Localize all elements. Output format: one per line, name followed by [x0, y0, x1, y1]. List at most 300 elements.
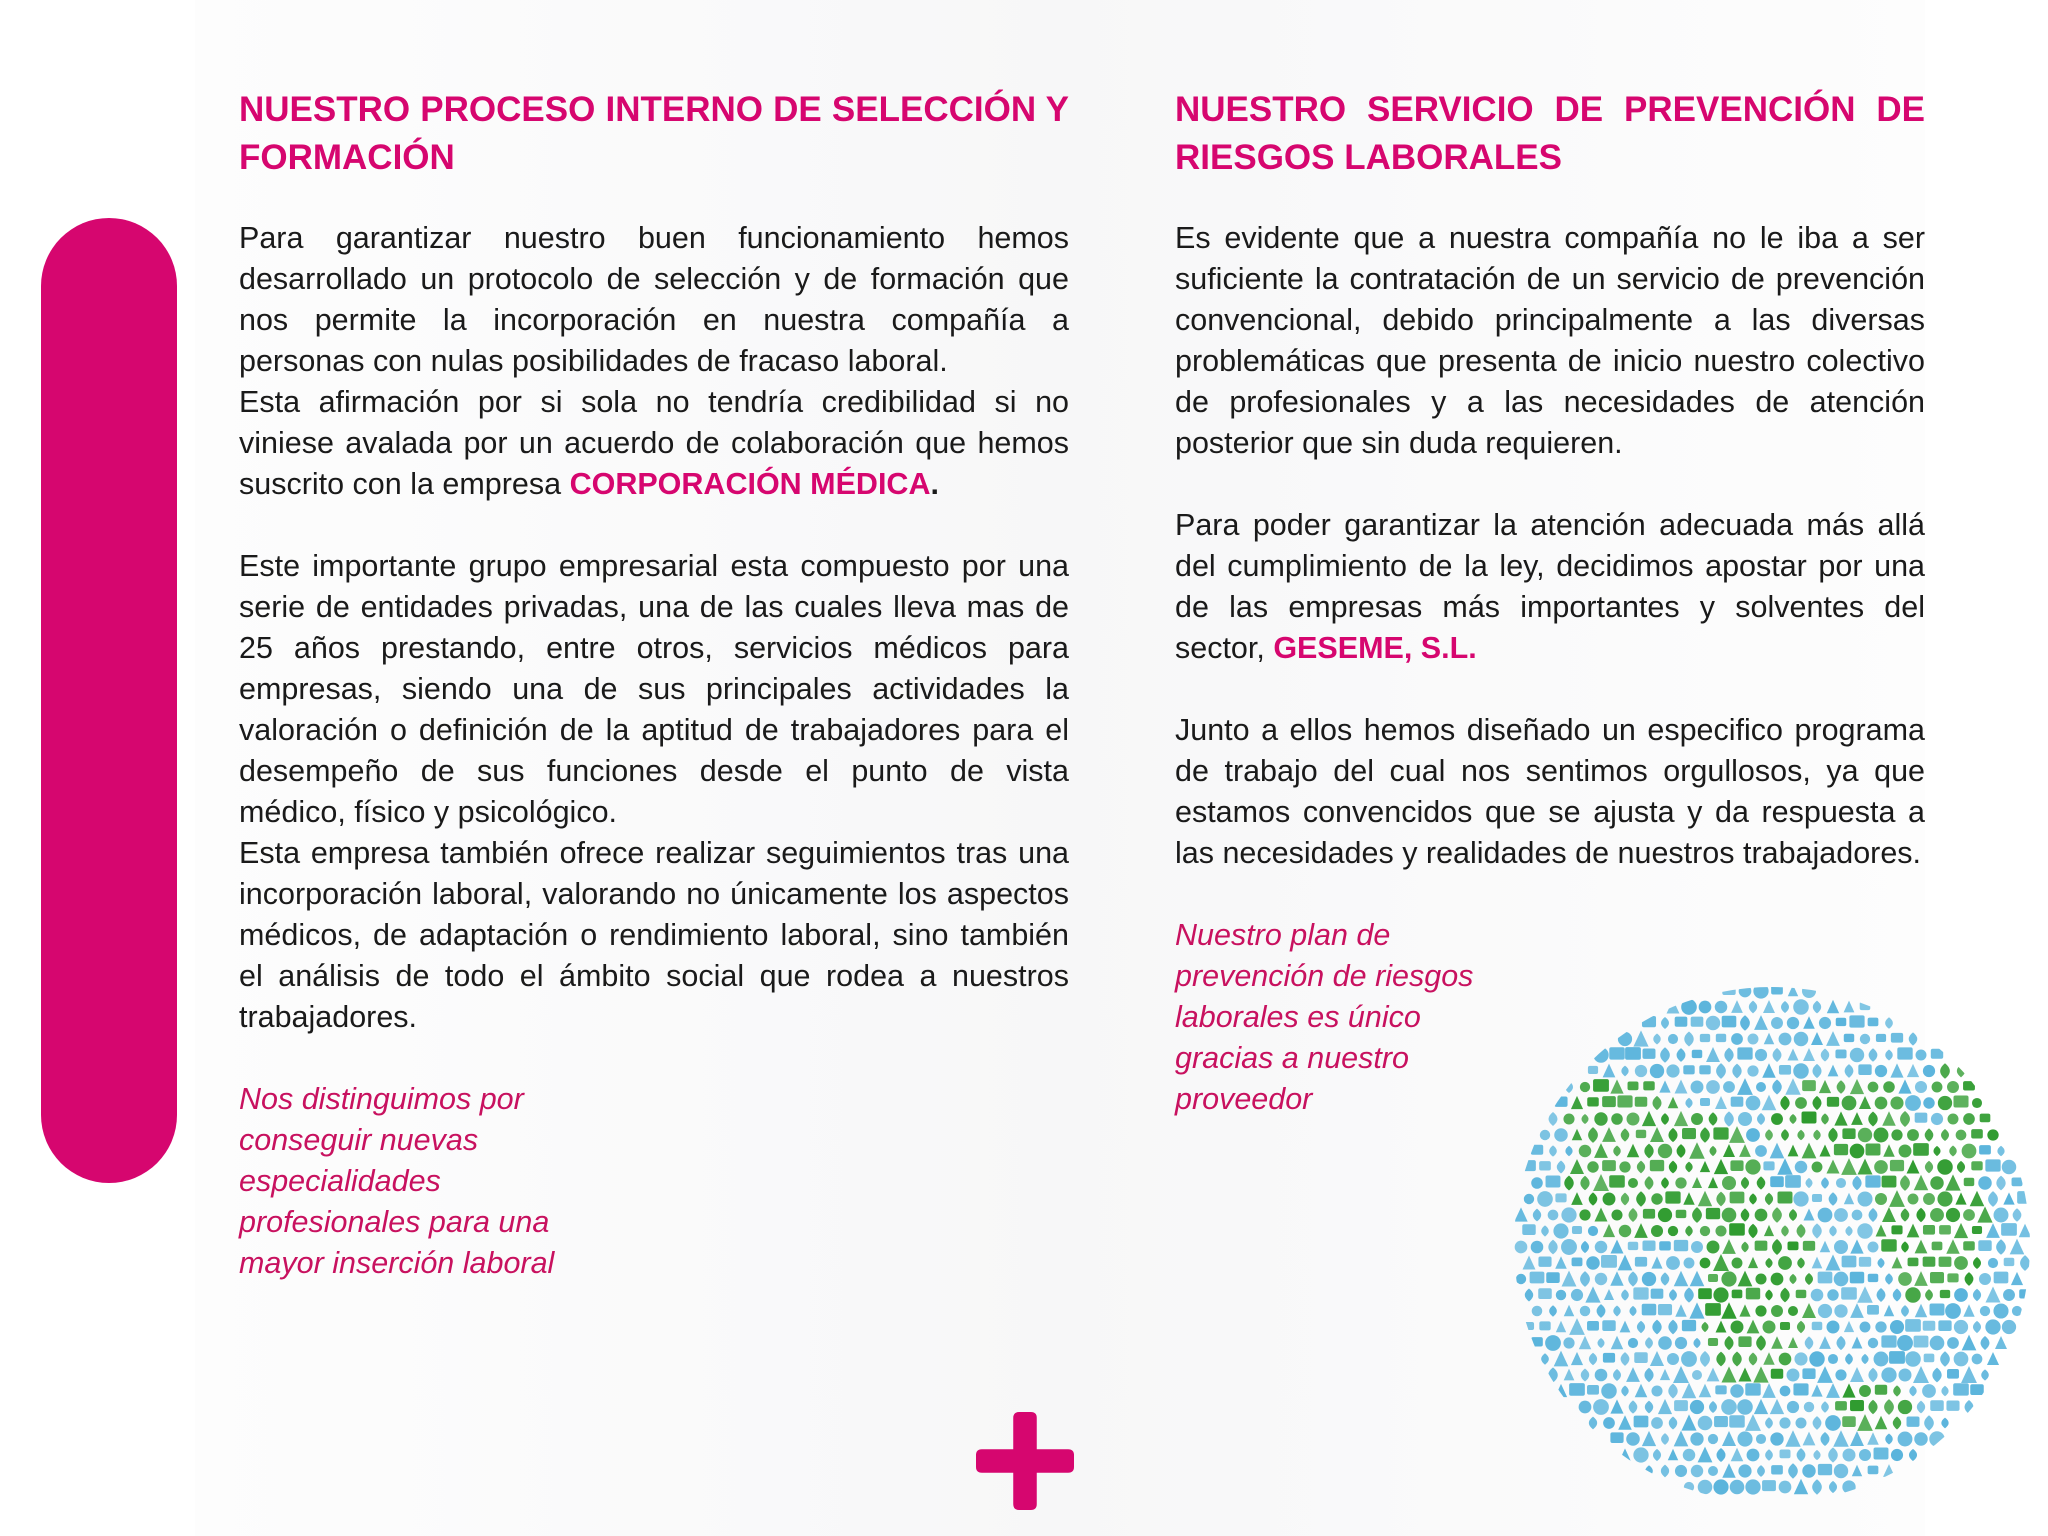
globe-glyph — [1595, 1369, 1608, 1382]
globe-glyph — [1756, 1335, 1766, 1350]
globe-glyph — [1579, 1209, 1590, 1220]
globe-glyph — [1675, 1304, 1686, 1316]
globe-glyph — [1755, 1145, 1767, 1157]
globe-glyph — [1779, 1065, 1791, 1075]
globe-glyph — [1979, 1273, 1991, 1285]
globe-glyph — [1724, 1336, 1733, 1350]
globe-glyph — [1685, 1162, 1692, 1173]
globe-glyph — [1893, 1385, 1901, 1396]
globe-glyph — [1971, 1161, 1982, 1170]
left-slogan: Nos distinguimos por conseguir nuevas especialidades profesionales para una mayor inserción laboral — [239, 1082, 555, 1280]
left-paragraph-2-text: Esta afirmación por si sola no tendría credibilidad si no viniese avalada por un acuerdo de colaboración que hemos suscrito con la empresa — [239, 385, 1069, 501]
globe-glyph — [1825, 1254, 1840, 1270]
globe-glyph — [1868, 1111, 1878, 1126]
globe-glyph — [1700, 1161, 1710, 1172]
globe-glyph — [2011, 1272, 2023, 1285]
globe-glyph — [1549, 1145, 1557, 1156]
globe-glyph — [1660, 1047, 1670, 1062]
globe-glyph — [1972, 1098, 1982, 1108]
globe-glyph — [1916, 1050, 1927, 1061]
globe-glyph — [1745, 1479, 1760, 1494]
globe-glyph — [1780, 1386, 1791, 1397]
globe-glyph — [1611, 1209, 1622, 1220]
globe-glyph — [1973, 1321, 1981, 1333]
globe-glyph — [1898, 1272, 1912, 1286]
globe-glyph — [1844, 1001, 1855, 1013]
globe-glyph — [1835, 1369, 1846, 1380]
globe-glyph — [1731, 1321, 1744, 1334]
globe-glyph — [1978, 1176, 1991, 1189]
globe-glyph — [1741, 1242, 1748, 1253]
globe-glyph — [1643, 1049, 1656, 1059]
globe-glyph — [1772, 1207, 1782, 1223]
globe-glyph — [1845, 1226, 1852, 1236]
globe-glyph — [1813, 1130, 1820, 1141]
globe-glyph — [1555, 1193, 1566, 1202]
globe-glyph — [1683, 1449, 1695, 1461]
globe-glyph — [1874, 1448, 1889, 1460]
globe-glyph — [1685, 1098, 1692, 1108]
globe-glyph — [1771, 1273, 1784, 1286]
globe-glyph — [1684, 1258, 1695, 1269]
globe-glyph — [1985, 1286, 2000, 1302]
globe-glyph — [1731, 1000, 1743, 1013]
globe-glyph — [1833, 1430, 1849, 1447]
globe-glyph — [1531, 1177, 1543, 1189]
globe-glyph — [1581, 1368, 1590, 1381]
globe-glyph — [1770, 1399, 1784, 1414]
globe-glyph — [1780, 1450, 1791, 1459]
globe-glyph — [1844, 1321, 1854, 1332]
globe-glyph — [1674, 1271, 1689, 1287]
globe-glyph — [1587, 1385, 1599, 1395]
globe-glyph — [1609, 1047, 1624, 1059]
globe-glyph — [1722, 1176, 1736, 1190]
globe-glyph — [1700, 1098, 1710, 1106]
globe-glyph — [1714, 1159, 1728, 1174]
globe-glyph — [1842, 1128, 1855, 1139]
globe-glyph — [1730, 1160, 1743, 1171]
globe-glyph — [1715, 1096, 1727, 1109]
globe-glyph — [1738, 1464, 1751, 1477]
globe-glyph — [1891, 1449, 1903, 1461]
globe-glyph — [1745, 1159, 1760, 1174]
globe-glyph — [1941, 1129, 1949, 1141]
globe-glyph — [1796, 1290, 1807, 1298]
globe-glyph — [1893, 1288, 1902, 1301]
globe-glyph — [1793, 999, 1809, 1015]
globe-glyph — [1635, 1065, 1647, 1077]
globe-glyph — [1659, 1080, 1670, 1092]
globe-glyph — [1841, 1158, 1857, 1175]
globe-glyph — [1627, 1144, 1639, 1157]
globe-glyph — [1625, 1047, 1641, 1060]
globe-glyph — [1634, 1416, 1649, 1428]
right-paragraph-2-text: Para poder garantizar la atención adecuada más allá del cumplimiento de la ley, decidimos apostar por una de las empresas más importantes y solventes del sector, — [1175, 508, 1925, 665]
globe-glyph — [1700, 1034, 1710, 1042]
globe-glyph — [1852, 1337, 1863, 1349]
globe-glyph — [1900, 1111, 1910, 1127]
globe-glyph — [1621, 1386, 1628, 1397]
globe-glyph — [1771, 1305, 1783, 1317]
globe-glyph — [1859, 1449, 1871, 1461]
globe-glyph — [1869, 1208, 1878, 1222]
left-paragraph-3: Este importante grupo empresarial esta compuesto por una serie de entidades privadas, una de las cuales lleva mas de 25 años prestando, entre otros, servicios médicos para empresas, siendo una de sus principales actividades la valoración o definición de la aptitud de trabajadores para el desempeño de sus funciones desde el punto de vista médico, físico y psicológico. — [239, 549, 1069, 829]
globe-glyph — [1915, 1081, 1927, 1093]
globe-glyph — [1714, 1416, 1728, 1427]
globe-glyph — [1580, 1082, 1590, 1092]
globe-glyph — [1681, 1351, 1697, 1367]
globe-glyph — [1985, 1319, 2000, 1334]
globe-glyph — [1866, 1144, 1881, 1156]
globe-glyph — [1994, 1208, 2009, 1223]
globe-glyph — [1954, 1223, 1968, 1238]
globe-glyph — [1930, 1400, 1944, 1411]
globe-glyph — [1828, 1065, 1839, 1077]
globe-glyph — [1565, 1146, 1572, 1156]
globe-glyph — [2004, 1258, 2015, 1266]
globe-glyph — [2002, 1160, 2017, 1175]
globe-glyph — [1723, 1144, 1735, 1157]
globe-glyph — [1637, 1321, 1645, 1333]
globe-glyph — [1867, 1432, 1879, 1445]
globe-glyph — [1642, 1431, 1656, 1446]
globe-glyph — [1789, 1114, 1796, 1124]
globe-glyph — [1545, 1335, 1561, 1351]
globe-glyph — [1763, 1161, 1774, 1170]
globe-glyph — [1637, 1161, 1645, 1174]
globe-glyph — [1947, 1081, 1959, 1093]
globe-glyph — [1858, 1064, 1871, 1075]
globe-glyph — [1865, 1175, 1880, 1187]
globe-glyph — [1770, 1176, 1784, 1187]
globe-glyph — [1940, 1351, 1950, 1367]
globe-glyph — [1945, 1174, 1960, 1190]
globe-glyph — [1789, 1274, 1796, 1284]
globe-glyph — [1603, 1193, 1616, 1206]
globe-glyph — [1765, 1193, 1773, 1205]
globe-glyph — [1681, 1414, 1696, 1430]
globe-glyph — [1715, 1001, 1728, 1014]
globe-glyph — [1676, 1210, 1687, 1218]
globe-glyph — [1613, 1145, 1621, 1156]
globe-glyph — [1675, 1337, 1687, 1349]
globe-glyph — [1737, 1078, 1753, 1095]
globe-glyph — [1914, 1175, 1928, 1190]
globe-glyph — [1915, 1240, 1928, 1254]
globe-glyph — [1603, 1417, 1615, 1429]
globe-glyph — [1851, 1112, 1863, 1125]
globe-glyph — [1763, 1000, 1775, 1013]
globe-glyph — [1651, 1193, 1662, 1204]
globe-glyph — [1721, 1366, 1736, 1382]
globe-glyph — [1613, 1369, 1621, 1381]
eco-globe-icon — [1512, 985, 2032, 1505]
globe-glyph — [1857, 1414, 1873, 1431]
globe-glyph — [2010, 1239, 2025, 1255]
globe-glyph — [1812, 1322, 1823, 1330]
globe-glyph — [1785, 1078, 1800, 1094]
globe-glyph — [2020, 1255, 2030, 1271]
globe-glyph — [1643, 1081, 1654, 1090]
globe-glyph — [1820, 1241, 1831, 1253]
globe-glyph — [1882, 1111, 1896, 1126]
globe-glyph — [1762, 1383, 1776, 1398]
globe-glyph — [1531, 1241, 1544, 1254]
globe-glyph — [1811, 1384, 1822, 1396]
globe-glyph — [1961, 1366, 1977, 1383]
globe-glyph — [1821, 1048, 1830, 1061]
globe-glyph — [1561, 1239, 1577, 1255]
globe-glyph — [1844, 1034, 1854, 1042]
globe-glyph — [1546, 1272, 1559, 1283]
globe-glyph — [1938, 1096, 1952, 1110]
globe-glyph — [1658, 1304, 1672, 1315]
globe-glyph — [1812, 1096, 1821, 1110]
globe-glyph — [1731, 1448, 1744, 1462]
globe-glyph — [1635, 1384, 1648, 1398]
globe-glyph — [1691, 1465, 1703, 1477]
globe-glyph — [1844, 1193, 1854, 1204]
globe-glyph — [1594, 1112, 1607, 1125]
globe-glyph — [1739, 985, 1752, 997]
globe-glyph — [1738, 1271, 1753, 1287]
globe-glyph — [1996, 1176, 2005, 1191]
left-paragraph-2 — [239, 382, 1069, 505]
globe-glyph — [1876, 1225, 1887, 1237]
globe-glyph — [1884, 1305, 1894, 1316]
globe-glyph — [1621, 1193, 1629, 1206]
globe-glyph — [1868, 1018, 1879, 1027]
globe-glyph — [1817, 1366, 1833, 1383]
globe-glyph — [1770, 1143, 1785, 1159]
globe-glyph — [1666, 1256, 1680, 1270]
globe-glyph — [2019, 1224, 2032, 1238]
globe-glyph — [1690, 1432, 1703, 1445]
globe-glyph — [1825, 1415, 1841, 1431]
globe-glyph — [1633, 1030, 1648, 1046]
globe-glyph — [1885, 1433, 1893, 1444]
globe-glyph — [1723, 1081, 1735, 1093]
globe-glyph — [1595, 1208, 1608, 1222]
globe-glyph — [1564, 1305, 1575, 1317]
globe-glyph — [1604, 1289, 1614, 1300]
globe-glyph — [1788, 1145, 1799, 1157]
globe-glyph — [1699, 1384, 1712, 1398]
globe-glyph — [1642, 1111, 1656, 1126]
globe-glyph — [1667, 1353, 1679, 1365]
globe-glyph — [1706, 1047, 1720, 1062]
globe-glyph — [1709, 1112, 1718, 1125]
globe-glyph — [1835, 1049, 1846, 1058]
globe-glyph — [1732, 1290, 1743, 1299]
globe-glyph — [1931, 1049, 1943, 1059]
globe-glyph — [1762, 1480, 1776, 1491]
globe-glyph — [1852, 1210, 1863, 1221]
globe-glyph — [1845, 1353, 1853, 1365]
globe-glyph — [1836, 1018, 1847, 1026]
globe-glyph — [1797, 1224, 1806, 1238]
globe-glyph — [1850, 1239, 1863, 1253]
globe-glyph — [1954, 1288, 1968, 1302]
globe-glyph — [1737, 1047, 1752, 1059]
globe-glyph — [1651, 1417, 1663, 1429]
globe-glyph — [1771, 1017, 1783, 1029]
globe-glyph — [1581, 1114, 1588, 1124]
globe-glyph — [1644, 1144, 1653, 1159]
globe-glyph — [1941, 1386, 1948, 1397]
globe-glyph — [1708, 1466, 1718, 1476]
globe-glyph — [1737, 1399, 1753, 1415]
globe-glyph — [1570, 1159, 1584, 1174]
globe-glyph — [1834, 1111, 1847, 1125]
globe-glyph — [1875, 1416, 1888, 1430]
globe-glyph — [1692, 1177, 1702, 1188]
globe-glyph — [1729, 1126, 1745, 1143]
globe-glyph — [1797, 1257, 1805, 1268]
globe-glyph — [1610, 1432, 1623, 1443]
globe-glyph — [1947, 1337, 1959, 1349]
globe-glyph — [1932, 1242, 1943, 1251]
globe-glyph — [1668, 1226, 1678, 1236]
globe-glyph — [1689, 1302, 1704, 1318]
globe-glyph — [1957, 1065, 1965, 1078]
plus-cross-icon — [976, 1412, 1074, 1510]
globe-glyph — [1842, 1416, 1856, 1427]
globe-glyph — [1668, 1097, 1679, 1109]
globe-glyph — [1877, 1258, 1884, 1268]
globe-glyph — [1755, 1241, 1768, 1251]
globe-glyph — [1955, 1192, 1966, 1204]
globe-glyph — [1793, 1191, 1808, 1206]
globe-glyph — [1523, 1256, 1536, 1270]
globe-glyph — [1729, 1415, 1744, 1427]
globe-glyph — [1538, 1288, 1552, 1299]
globe-glyph — [1546, 1176, 1561, 1188]
globe-glyph — [1683, 1192, 1694, 1204]
globe-glyph — [1628, 1338, 1638, 1348]
globe-glyph — [1564, 1369, 1575, 1381]
globe-glyph — [1571, 1192, 1583, 1205]
globe-glyph — [1589, 1353, 1597, 1366]
globe-glyph — [1946, 1208, 1960, 1222]
globe-glyph — [1883, 1144, 1895, 1157]
globe-glyph — [1890, 1160, 1904, 1171]
globe-glyph — [1731, 1097, 1744, 1107]
globe-glyph — [1579, 1145, 1592, 1158]
globe-glyph — [1778, 1256, 1792, 1270]
globe-glyph — [1813, 1416, 1822, 1430]
globe-glyph — [1882, 1207, 1896, 1222]
globe-glyph — [1716, 1192, 1725, 1207]
left-heading: NUESTRO PROCESO INTERNO DE SELECCIÓN Y FORMACIÓN — [239, 90, 1069, 177]
globe-glyph — [1794, 1352, 1807, 1365]
globe-glyph — [1987, 1129, 1998, 1140]
globe-glyph — [1996, 1239, 2006, 1255]
globe-glyph — [2002, 1320, 2016, 1334]
globe-glyph — [1645, 1401, 1653, 1414]
globe-glyph — [1788, 1242, 1799, 1251]
globe-glyph — [1803, 1432, 1816, 1446]
globe-glyph — [1930, 1304, 1945, 1316]
globe-glyph — [1868, 1274, 1878, 1282]
globe-glyph — [1731, 1033, 1743, 1045]
globe-glyph — [1899, 1369, 1912, 1382]
globe-glyph — [1899, 1145, 1912, 1158]
globe-glyph — [1773, 1048, 1782, 1062]
globe-glyph — [1658, 1144, 1672, 1158]
globe-glyph — [1973, 1257, 1981, 1269]
globe-glyph — [1787, 1017, 1799, 1029]
corporacion-medica-highlight: CORPORACIÓN MÉDICA — [569, 467, 931, 501]
globe-glyph — [1563, 1337, 1574, 1348]
globe-glyph — [1530, 1272, 1545, 1284]
globe-glyph — [1540, 1130, 1550, 1140]
globe-glyph — [1781, 1001, 1789, 1013]
globe-glyph — [1861, 1354, 1868, 1364]
globe-glyph — [1875, 1385, 1887, 1395]
globe-glyph — [1882, 1176, 1897, 1188]
globe-glyph — [1565, 1081, 1573, 1093]
globe-glyph — [1925, 1289, 1933, 1301]
globe-glyph — [1813, 1450, 1820, 1460]
globe-glyph — [1901, 1305, 1909, 1317]
globe-glyph — [1593, 1047, 1608, 1062]
globe-glyph — [1739, 1304, 1750, 1316]
globe-glyph — [1741, 1208, 1750, 1221]
globe-glyph — [1579, 1401, 1592, 1414]
globe-glyph — [1652, 1096, 1661, 1110]
globe-glyph — [1802, 1368, 1815, 1379]
globe-glyph — [1556, 1290, 1566, 1300]
globe-glyph — [1988, 1258, 1998, 1268]
globe-glyph — [1642, 1272, 1656, 1286]
globe-glyph — [1915, 1113, 1928, 1123]
globe-glyph — [1587, 1097, 1599, 1106]
globe-glyph — [1842, 1448, 1855, 1461]
globe-glyph — [1985, 1159, 2000, 1171]
globe-glyph — [1947, 1273, 1958, 1282]
globe-glyph — [1813, 1001, 1821, 1014]
globe-glyph — [1932, 1082, 1943, 1093]
globe-glyph — [1907, 1160, 1920, 1174]
globe-glyph — [1849, 1015, 1864, 1027]
globe-glyph — [1905, 1095, 1921, 1111]
globe-glyph — [1580, 1271, 1590, 1287]
globe-glyph — [1788, 1337, 1798, 1348]
globe-glyph — [1970, 1191, 1985, 1207]
globe-glyph — [1748, 1257, 1758, 1268]
globe-glyph — [2019, 1289, 2031, 1298]
globe-glyph — [1795, 1417, 1806, 1428]
globe-glyph — [1706, 1080, 1720, 1094]
globe-glyph — [1805, 1336, 1814, 1349]
right-paragraph-3: Junto a ellos hemos diseñado un especifico programa de trabajo del cual nos sentimos orgullosos, ya que estamos convencidos que se ajusta y da respuesta a las necesidades y realidades de nuestros trabajadores. — [1175, 713, 1925, 870]
globe-glyph — [1554, 1128, 1568, 1142]
globe-glyph — [1730, 1192, 1745, 1204]
globe-glyph — [1755, 1273, 1766, 1284]
globe-glyph — [1905, 1287, 1920, 1302]
globe-glyph — [1682, 1383, 1697, 1399]
globe-glyph — [1674, 1240, 1688, 1251]
globe-glyph — [1981, 1369, 1989, 1380]
globe-glyph — [1589, 1417, 1597, 1430]
globe-glyph — [1645, 1465, 1653, 1476]
globe-glyph — [1619, 1161, 1630, 1172]
globe-glyph — [1834, 1144, 1848, 1155]
globe-glyph — [1885, 1049, 1893, 1060]
globe-glyph — [1746, 1096, 1761, 1111]
